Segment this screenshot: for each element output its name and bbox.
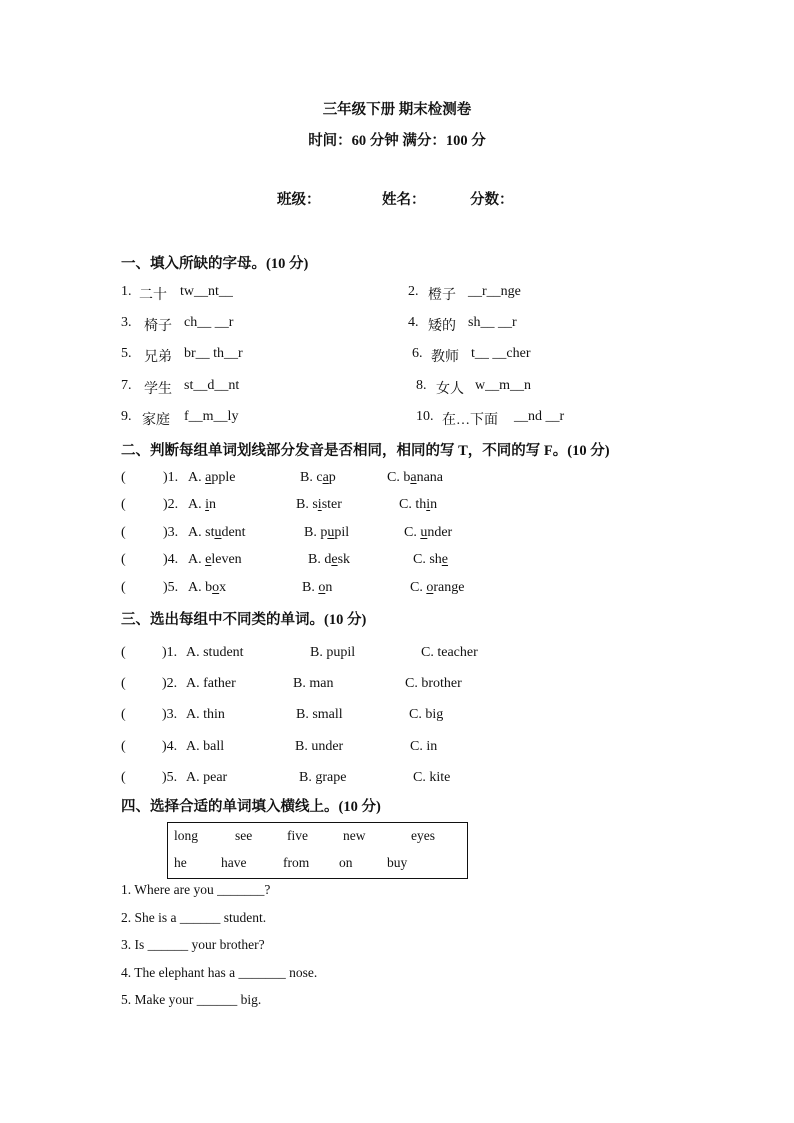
option-prefix: A. <box>188 525 206 540</box>
answer-paren: ( <box>121 552 126 567</box>
option-prefix: B. <box>304 525 321 540</box>
section1-row <box>0 346 794 368</box>
section3-row <box>0 676 794 698</box>
item-number: 6. <box>412 346 423 361</box>
item-word: __nd __r <box>514 409 565 424</box>
question-number: )5. <box>163 580 179 595</box>
item-chinese: 学生 <box>144 382 172 397</box>
item-number: 2. <box>408 284 419 299</box>
section1-row <box>0 284 794 306</box>
option-a: A. father <box>186 676 236 691</box>
option-a: A. pear <box>186 770 228 785</box>
word-part: p <box>320 525 328 540</box>
section3-row <box>0 645 794 667</box>
underlined-letters: u <box>420 525 428 540</box>
option-c: C. in <box>410 739 438 754</box>
class-label: 班级： <box>277 192 321 208</box>
option-prefix: B. <box>302 580 319 595</box>
section4-heading: 四、选择合适的单词填入横线上。(10 分) <box>121 799 381 815</box>
word-part: p <box>328 470 336 485</box>
item-number: 1. <box>121 284 132 299</box>
option-a: A. thin <box>186 707 225 722</box>
option-a <box>188 580 226 596</box>
answer-paren: ( <box>121 676 126 691</box>
word-part: dent <box>221 525 246 540</box>
word-part: pple <box>211 470 236 485</box>
underlined-letters: e <box>205 552 212 567</box>
option-b <box>304 525 349 541</box>
word-part: n <box>209 497 217 512</box>
word-part: st <box>205 525 215 540</box>
option-b <box>308 552 350 568</box>
word-part: sh <box>429 552 442 567</box>
word-part: c <box>316 470 323 485</box>
underlined-letters: a <box>410 470 417 485</box>
section2-row <box>0 470 794 492</box>
question-number: )1. <box>163 470 179 485</box>
option-prefix: A. <box>188 497 206 512</box>
option-prefix: C. <box>413 552 430 567</box>
exam-title: 三年级下册 期末检测卷 <box>322 102 472 118</box>
answer-paren: ( <box>121 525 126 540</box>
answer-paren: ( <box>121 645 126 660</box>
underlined-letters: o <box>212 580 220 595</box>
section3-row <box>0 707 794 729</box>
answer-paren: ( <box>121 580 126 595</box>
question-number: )4. <box>163 552 179 567</box>
item-word: st__d__nt <box>184 378 240 393</box>
question-number: )1. <box>162 645 178 660</box>
item-chinese: 橙子 <box>428 288 456 303</box>
option-a <box>188 525 246 541</box>
word-bank-word: see <box>235 828 253 843</box>
word-bank-word: from <box>283 855 310 870</box>
word-part: th <box>415 497 427 512</box>
fill-blank-question: 4. The elephant has a _______ nose. <box>121 965 318 980</box>
word-bank-word: he <box>174 855 187 870</box>
item-chinese: 女人 <box>436 382 464 397</box>
section3-row <box>0 770 794 792</box>
option-prefix: B. <box>296 497 313 512</box>
word-part: x <box>219 580 227 595</box>
word-part: b <box>205 580 213 595</box>
item-chinese: 兄弟 <box>144 350 172 365</box>
question-number: )3. <box>163 525 179 540</box>
item-chinese: 矮的 <box>428 319 456 334</box>
underlined-letters: a <box>205 470 212 485</box>
answer-paren: ( <box>121 470 126 485</box>
option-c <box>399 497 437 513</box>
section1-heading: 一、填入所缺的字母。(10 分) <box>121 256 309 272</box>
answer-paren: ( <box>121 739 126 754</box>
answer-paren: ( <box>121 770 126 785</box>
word-bank-box <box>167 822 468 879</box>
word-part: leven <box>211 552 242 567</box>
option-c: C. kite <box>413 770 451 785</box>
underlined-letters: i <box>205 497 210 512</box>
option-b: B. man <box>293 676 334 691</box>
word-part: nana <box>416 470 443 485</box>
option-b: B. small <box>296 707 343 722</box>
question-number: )5. <box>162 770 178 785</box>
option-prefix: B. <box>308 552 325 567</box>
item-word: ch__ __r <box>184 315 234 330</box>
word-bank-word: on <box>339 855 353 870</box>
section2-row <box>0 580 794 602</box>
option-a: A. ball <box>186 739 225 754</box>
option-c <box>404 525 452 541</box>
section2-row <box>0 525 794 547</box>
option-prefix: A. <box>188 470 206 485</box>
item-word: t__ __cher <box>471 346 531 361</box>
option-c: C. big <box>409 707 444 722</box>
item-number: 3. <box>121 315 132 330</box>
fill-blank-question: 1. Where are you _______? <box>121 882 271 897</box>
item-chinese: 椅子 <box>144 319 172 334</box>
option-prefix: C. <box>410 580 427 595</box>
item-chinese: 教师 <box>431 350 459 365</box>
item-chinese: 二十 <box>139 288 167 303</box>
word-bank-word: buy <box>387 855 408 870</box>
word-part: nder <box>427 525 453 540</box>
item-word: sh__ __r <box>468 315 517 330</box>
underlined-letters: o <box>426 580 434 595</box>
option-c <box>410 580 464 596</box>
option-prefix: A. <box>188 552 206 567</box>
option-a <box>188 552 242 568</box>
underlined-letters: o <box>318 580 326 595</box>
option-b <box>296 497 342 513</box>
item-word: __r__nge <box>468 284 521 299</box>
section1-row <box>0 378 794 400</box>
word-part: n <box>430 497 438 512</box>
name-label: 姓名： <box>382 192 426 208</box>
option-b <box>302 580 332 596</box>
word-bank-word: long <box>174 828 199 843</box>
item-number: 7. <box>121 378 132 393</box>
question-number: )2. <box>162 676 178 691</box>
word-bank-word: new <box>343 828 366 843</box>
option-a: A. student <box>186 645 244 660</box>
word-part: pil <box>334 525 350 540</box>
item-chinese: 在…下面 <box>442 413 498 428</box>
option-prefix: C. <box>399 497 416 512</box>
section3-heading: 三、选出每组中不同类的单词。(10 分) <box>121 612 367 628</box>
fill-blank-question: 2. She is a ______ student. <box>121 910 267 925</box>
section2-row <box>0 552 794 574</box>
word-bank-word: have <box>221 855 247 870</box>
option-b: B. grape <box>299 770 347 785</box>
item-word: br__ th__r <box>184 346 243 361</box>
section2-heading: 二、判断每组单词划线部分发音是否相同，相同的写 T，不同的写 F。(10 分) <box>121 443 610 459</box>
underlined-letters: e <box>331 552 338 567</box>
question-number: )3. <box>162 707 178 722</box>
option-b: B. pupil <box>310 645 356 660</box>
student-info-line <box>0 188 794 208</box>
option-c: C. teacher <box>421 645 478 660</box>
underlined-letters: u <box>214 525 222 540</box>
underlined-letters: e <box>441 552 449 567</box>
option-a <box>188 470 235 486</box>
item-word: tw__nt__ <box>180 284 233 299</box>
option-prefix: C. <box>387 470 404 485</box>
answer-paren: ( <box>121 707 126 722</box>
word-part: ster <box>321 497 342 512</box>
word-part: s <box>312 497 318 512</box>
question-number: )2. <box>163 497 179 512</box>
score-label: 分数： <box>470 192 514 208</box>
option-c <box>387 470 443 486</box>
fill-blank-question: 5. Make your ______ big. <box>121 992 262 1007</box>
fill-blank-question: 3. Is ______ your brother? <box>121 937 265 952</box>
option-prefix: B. <box>300 470 317 485</box>
item-chinese: 家庭 <box>142 413 170 428</box>
option-c: C. brother <box>405 676 462 691</box>
word-part: sk <box>337 552 351 567</box>
underlined-letters: i <box>317 497 322 512</box>
option-prefix: A. <box>188 580 206 595</box>
item-number: 10. <box>416 409 434 424</box>
item-number: 5. <box>121 346 132 361</box>
word-part: b <box>403 470 411 485</box>
option-c <box>413 552 448 568</box>
word-bank-word: eyes <box>411 828 435 843</box>
word-part: n <box>325 580 333 595</box>
word-part: range <box>433 580 465 595</box>
option-prefix: C. <box>404 525 421 540</box>
section1-row <box>0 315 794 337</box>
section1-row <box>0 409 794 431</box>
word-part: d <box>324 552 332 567</box>
item-word: f__m__ly <box>184 409 239 424</box>
question-number: )4. <box>162 739 178 754</box>
word-bank-word: five <box>287 828 308 843</box>
underlined-letters: i <box>426 497 431 512</box>
section3-row <box>0 739 794 761</box>
item-number: 8. <box>416 378 427 393</box>
option-b: B. under <box>295 739 344 754</box>
item-number: 4. <box>408 315 419 330</box>
underlined-letters: u <box>327 525 335 540</box>
answer-paren: ( <box>121 497 126 512</box>
underlined-letters: a <box>322 470 329 485</box>
option-b <box>300 470 336 486</box>
item-word: w__m__n <box>475 378 531 393</box>
item-number: 9. <box>121 409 132 424</box>
exam-subtitle: 时间：60 分钟 满分：100 分 <box>308 133 486 149</box>
option-a <box>188 497 216 513</box>
section2-row <box>0 497 794 519</box>
